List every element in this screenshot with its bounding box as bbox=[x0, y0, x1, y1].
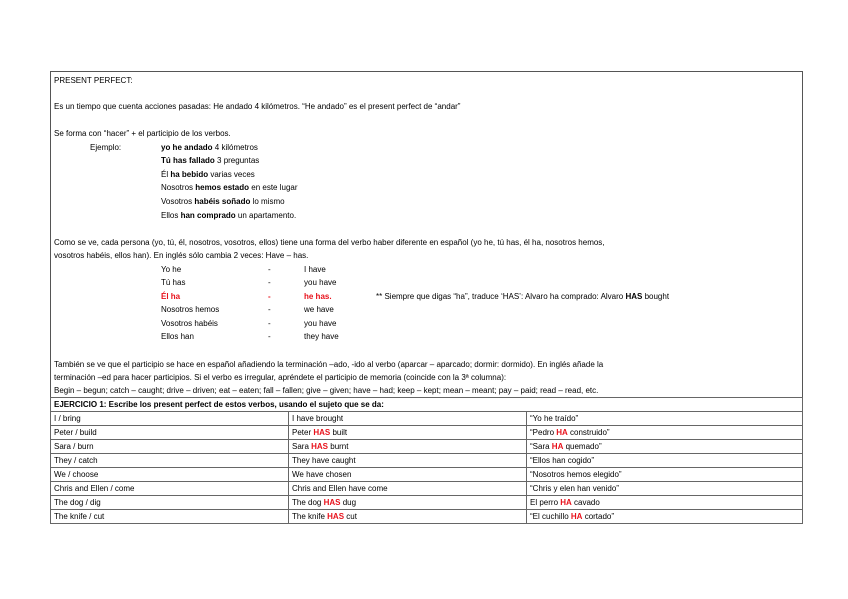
conjugation-es: Ellos han bbox=[161, 332, 194, 341]
conjugation-en: you have bbox=[304, 319, 337, 328]
spanish-cell: El perro HA cavado bbox=[527, 496, 803, 510]
explanation-line: vosotros habéis, ellos han). En inglés sólo cambia 2 veces: Have – has. bbox=[54, 251, 309, 260]
conjugation-dash: - bbox=[268, 319, 271, 328]
english-cell: The knife HAS cut bbox=[289, 510, 527, 524]
conjugation-en: they have bbox=[304, 332, 339, 341]
has-note: ** Siempre que digas “ha”, traduce ‘HAS’: Alvaro ha comprado: Alvaro HAS bought bbox=[376, 292, 670, 301]
table-row bbox=[51, 482, 803, 496]
spanish-cell: “El cuchillo HA cortado” bbox=[527, 510, 803, 524]
prompt-cell: The dog / dig bbox=[51, 496, 289, 510]
example-line: Nosotros hemos estado en este lugar bbox=[161, 183, 298, 192]
conjugation-es: Nosotros hemos bbox=[161, 305, 220, 314]
prompt-cell: The knife / cut bbox=[51, 510, 289, 524]
conjugation-en: you have bbox=[304, 278, 337, 287]
participle-line: terminación –ed para hacer participios. Si el verbo es irregular, apréndete el participio de memoria (coincide con la 3ª columna): bbox=[54, 373, 507, 382]
example-label: Ejemplo: bbox=[90, 143, 122, 152]
table-row bbox=[51, 510, 803, 524]
english-cell: The dog HAS dug bbox=[289, 496, 527, 510]
spanish-cell: “Pedro HA construido” bbox=[527, 426, 803, 440]
example-line: Vosotros habéis soñado lo mismo bbox=[161, 197, 285, 206]
english-cell: Chris and Ellen have come bbox=[289, 482, 527, 496]
prompt-cell: I / bring bbox=[51, 412, 289, 426]
prompt-cell: Chris and Ellen / come bbox=[51, 482, 289, 496]
conjugation-dash: - bbox=[268, 332, 271, 341]
spanish-cell: “Chris y elen han venido” bbox=[527, 482, 803, 496]
conjugation-en: we have bbox=[304, 305, 334, 314]
spanish-cell: “Nosotros hemos elegido” bbox=[527, 468, 803, 482]
conjugation-es-highlight: Él ha bbox=[161, 292, 181, 301]
table-row bbox=[51, 412, 803, 426]
english-cell: Sara HAS burnt bbox=[289, 440, 527, 454]
conjugation-dash: - bbox=[268, 265, 271, 274]
table-row bbox=[51, 454, 803, 468]
spanish-cell: “Sara HA quemado” bbox=[527, 440, 803, 454]
prompt-cell: They / catch bbox=[51, 454, 289, 468]
conjugation-dash: - bbox=[268, 292, 271, 301]
prompt-cell: Peter / build bbox=[51, 426, 289, 440]
prompt-cell: We / choose bbox=[51, 468, 289, 482]
english-cell: Peter HAS built bbox=[289, 426, 527, 440]
participle-line: También se ve que el participio se hace en español añadiendo la terminación –ado, -ido al verbo (aparcar – aparcado; dormir: dormido). En inglés añade la bbox=[54, 360, 604, 369]
exercise-header: EJERCICIO 1: Escribe los present perfect de estos verbos, usando el sujeto que se da: bbox=[51, 398, 803, 412]
spanish-cell: “Yo he traído” bbox=[527, 412, 803, 426]
formation-text: Se forma con “hacer” + el participio de los verbos. bbox=[54, 129, 231, 138]
conjugation-es: Vosotros habéis bbox=[161, 319, 218, 328]
conjugation-es: Tú has bbox=[161, 278, 186, 287]
exercise-table bbox=[50, 397, 803, 524]
exercise-header-row bbox=[51, 398, 803, 412]
conjugation-en: I have bbox=[304, 265, 326, 274]
table-row bbox=[51, 468, 803, 482]
conjugation-es: Yo he bbox=[161, 265, 182, 274]
english-cell: They have caught bbox=[289, 454, 527, 468]
example-line: Él ha bebido varias veces bbox=[161, 170, 255, 179]
conjugation-en-highlight: he has. bbox=[304, 292, 332, 301]
table-row bbox=[51, 426, 803, 440]
example-line: Ellos han comprado un apartamento. bbox=[161, 211, 297, 220]
prompt-cell: Sara / burn bbox=[51, 440, 289, 454]
english-cell: We have chosen bbox=[289, 468, 527, 482]
explanation-line: Como se ve, cada persona (yo, tú, él, nosotros, vosotros, ellos) tiene una forma del verbo haber diferente en español (yo he, tú has, él ha, nosotros hemos, bbox=[54, 238, 605, 247]
page-title: PRESENT PERFECT: bbox=[54, 76, 133, 85]
spanish-cell: “Ellos han cogido” bbox=[527, 454, 803, 468]
explanation-box bbox=[50, 71, 803, 398]
table-row bbox=[51, 440, 803, 454]
conjugation-dash: - bbox=[268, 305, 271, 314]
english-cell: I have brought bbox=[289, 412, 527, 426]
table-row bbox=[51, 496, 803, 510]
intro-text: Es un tiempo que cuenta acciones pasadas: He andado 4 kilómetros. “He andado” es el present perfect de “andar” bbox=[54, 102, 461, 111]
example-line: Tú has fallado 3 preguntas bbox=[161, 156, 260, 165]
participle-line: Begin – begun; catch – caught; drive – driven; eat – eaten; fall – fallen; give – given; have – had; keep – kept; mean – meant; pay – paid; read – read, etc. bbox=[54, 386, 599, 395]
conjugation-dash: - bbox=[268, 278, 271, 287]
example-line: yo he andado 4 kilómetros bbox=[161, 143, 258, 152]
